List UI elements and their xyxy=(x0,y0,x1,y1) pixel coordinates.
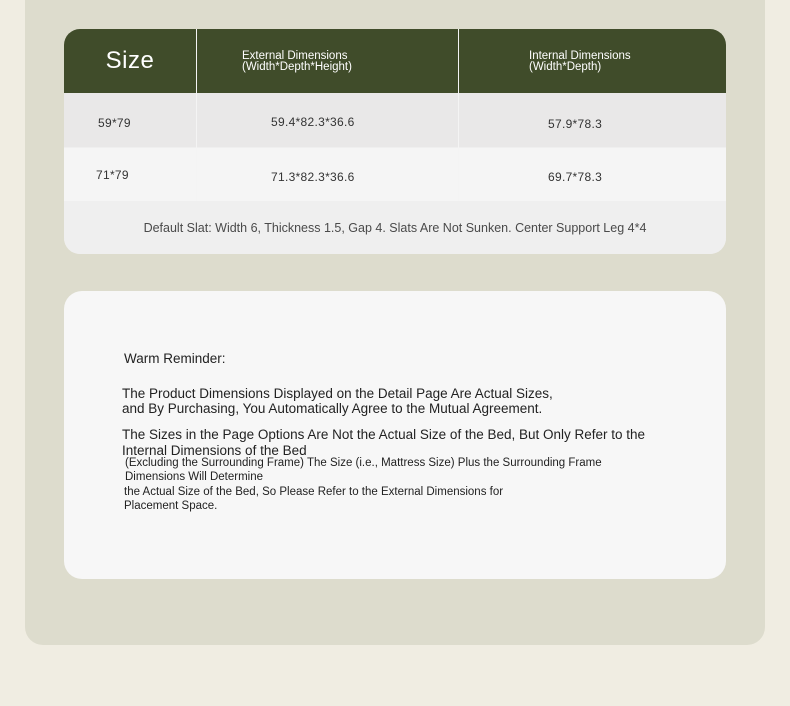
reminder-paragraph-2: The Sizes in the Page Options Are Not the Actual Size of the Bed, But Only Refer to the Internal Dimensions of the Bed xyxy=(122,427,646,458)
external-dimensions-header xyxy=(242,51,352,73)
external-header-line1: External Dimensions xyxy=(242,50,348,62)
external-cell: 71.3*82.3*36.6 xyxy=(271,170,355,184)
internal-cell: 69.7*78.3 xyxy=(548,170,603,184)
external-header-line2: (Width*Depth*Height) xyxy=(242,61,352,73)
reminder-paragraph-4: the Actual Size of the Bed, So Please Refer to the External Dimensions for Placement Space. xyxy=(124,486,504,512)
internal-header-line1: Internal Dimensions xyxy=(529,50,631,62)
column-divider xyxy=(196,29,197,201)
reminder-paragraph-1-line2: and By Purchasing, You Automatically Agree to the Mutual Agreement. xyxy=(122,401,543,416)
table-row xyxy=(64,93,726,147)
table-footer-note: Default Slat: Width 6, Thickness 1.5, Gap 4. Slats Are Not Sunken. Center Support Leg 4*4 xyxy=(64,201,726,254)
column-divider xyxy=(458,29,459,201)
reminder-title: Warm Reminder: xyxy=(124,351,226,366)
size-cell: 71*79 xyxy=(96,168,129,182)
table-header xyxy=(64,29,726,93)
external-cell: 59.4*82.3*36.6 xyxy=(271,115,355,129)
size-header: Size xyxy=(105,47,155,74)
reminder-paragraph-1-line1: The Product Dimensions Displayed on the Detail Page Are Actual Sizes, xyxy=(122,386,553,401)
reminder-paragraph-3: (Excluding the Surrounding Frame) The Size (i.e., Mattress Size) Plus the Surrounding Frame Dimensions Will Determine xyxy=(125,457,602,483)
internal-header-line2: (Width*Depth) xyxy=(529,61,602,73)
reminder-paragraph-1 xyxy=(122,386,553,416)
size-table xyxy=(64,29,726,254)
size-cell: 59*79 xyxy=(98,116,131,130)
internal-dimensions-header xyxy=(529,51,631,73)
reminder-card xyxy=(64,291,726,579)
internal-cell: 57.9*78.3 xyxy=(548,117,603,131)
table-row xyxy=(64,148,726,201)
